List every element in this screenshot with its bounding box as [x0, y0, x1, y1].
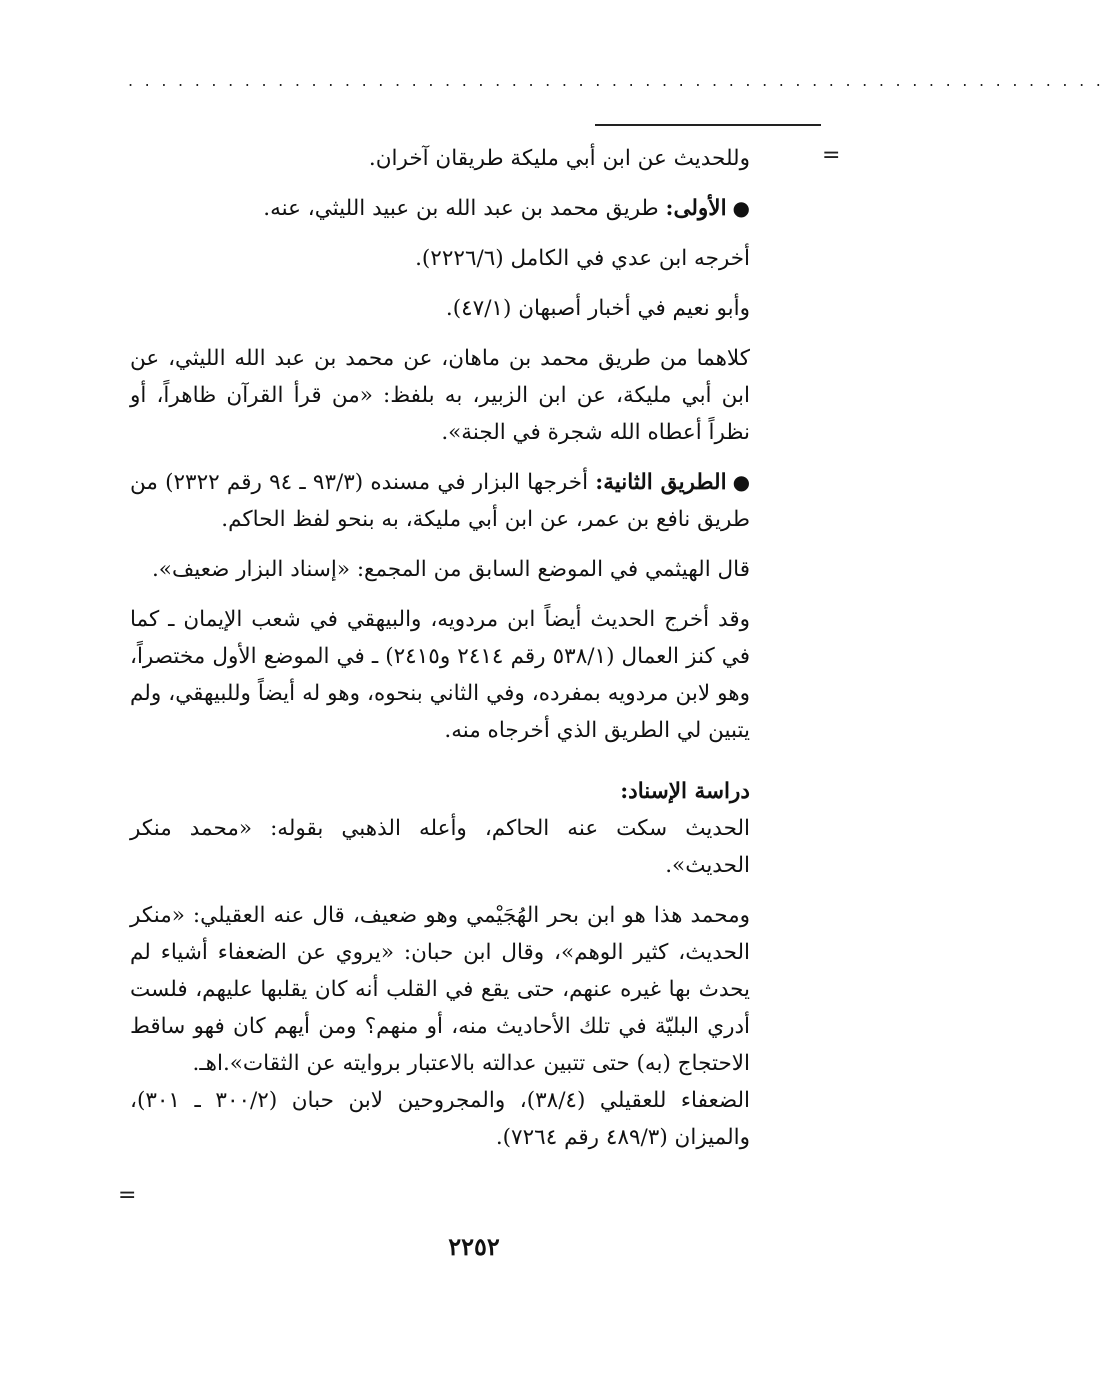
paragraph-muhammad: ومحمد هذا هو ابن بحر الهُجَيْمي وهو ضعيف، قال عنه العقيلي: «منكر الحديث، كثير الوهم»، وقال ابن حبان: «يروي عن الضعفاء أشياء لم يحدث بها غيره عنهم، حتى يقع في القلب أنه كان يقلبها عليهم، فلست أدري البليّة في تلك الأحاديث منه، أو منهم؟ ومن أيهم كان فهو ساقط الاحتجاج (به) حتى تتبين عدالته بالاعتبار بروايته عن الثقات».اهـ. — [130, 903, 750, 1076]
paragraph-both-routes: كلاهما من طريق محمد بن ماهان، عن محمد بن عبد الله الليثي، عن ابن أبي مليكة، عن ابن الزبير، به بلفظ: «من قرأ القرآن ظاهراً، أو نظراً أعطاه الله شجرة في الجنة». — [130, 346, 750, 445]
continuation-mark-top: = — [822, 143, 841, 168]
continuation-mark-bottom: = — [118, 1183, 137, 1208]
paragraph-references: الضعفاء للعقيلي (٣٨/٤)، والمجروحين لابن حبان (٣٠٠/٢ ـ ٣٠١)، والميزان (٤٨٩/٣ رقم ٧٢٦٤). — [130, 1088, 750, 1150]
first-route-label: الأولى: — [665, 196, 727, 221]
paragraph-haythami: قال الهيثمي في الموضع السابق من المجمع: «إسناد البزار ضعيف». — [151, 557, 750, 582]
paragraph-first-route — [130, 190, 750, 227]
second-route-label: الطريق الثانية: — [595, 470, 727, 495]
paragraph-abu-nuaym: وأبو نعيم في أخبار أصبهان (٤٧/١). — [445, 296, 750, 321]
first-route-text: طريق محمد بن عبد الله بن عبيد الليثي، عنه. — [263, 196, 659, 221]
second-route-text: أخرجها البزار في مسنده (٩٣/٣ ـ ٩٤ رقم ٢٣٢٢) من طريق نافع بن عمر، عن ابن أبي مليكة، به بنحو لفظ الحاكم. — [130, 470, 750, 532]
page-number: ٢٢٥٢ — [448, 1232, 500, 1261]
paragraph-second-route — [130, 464, 750, 538]
dotted-separator: ........................................................... — [128, 71, 1112, 90]
footnote-rule — [595, 124, 821, 126]
paragraph-ibn-adi: أخرجه ابن عدي في الكامل (٢٢٢٦/٦). — [415, 246, 750, 271]
paragraph-ibn-mardawayh: وقد أخرج الحديث أيضاً ابن مردويه، والبيهقي في شعب الإيمان ـ كما في كنز العمال (٥٣٨/١ رقم ٢٤١٤ و٢٤١٥) ـ في الموضع الأول مختصراً، وهو لابن مردويه بمفرده، وفي الثاني بنحوه، وهو له أيضاً وللبيهقي، ولم يتبين لي الطريق الذي أخرجاه منه. — [130, 607, 750, 743]
paragraph-intro: وللحديث عن ابن أبي مليكة طريقان آخران. — [368, 146, 750, 171]
bullet-icon: ● — [732, 196, 750, 220]
bullet-icon: ● — [732, 470, 751, 494]
section-heading: دراسة الإسناد: — [620, 779, 750, 804]
paragraph-hakim: الحديث سكت عنه الحاكم، وأعله الذهبي بقوله: «محمد منكر الحديث». — [130, 816, 750, 878]
page-body — [130, 140, 750, 1156]
